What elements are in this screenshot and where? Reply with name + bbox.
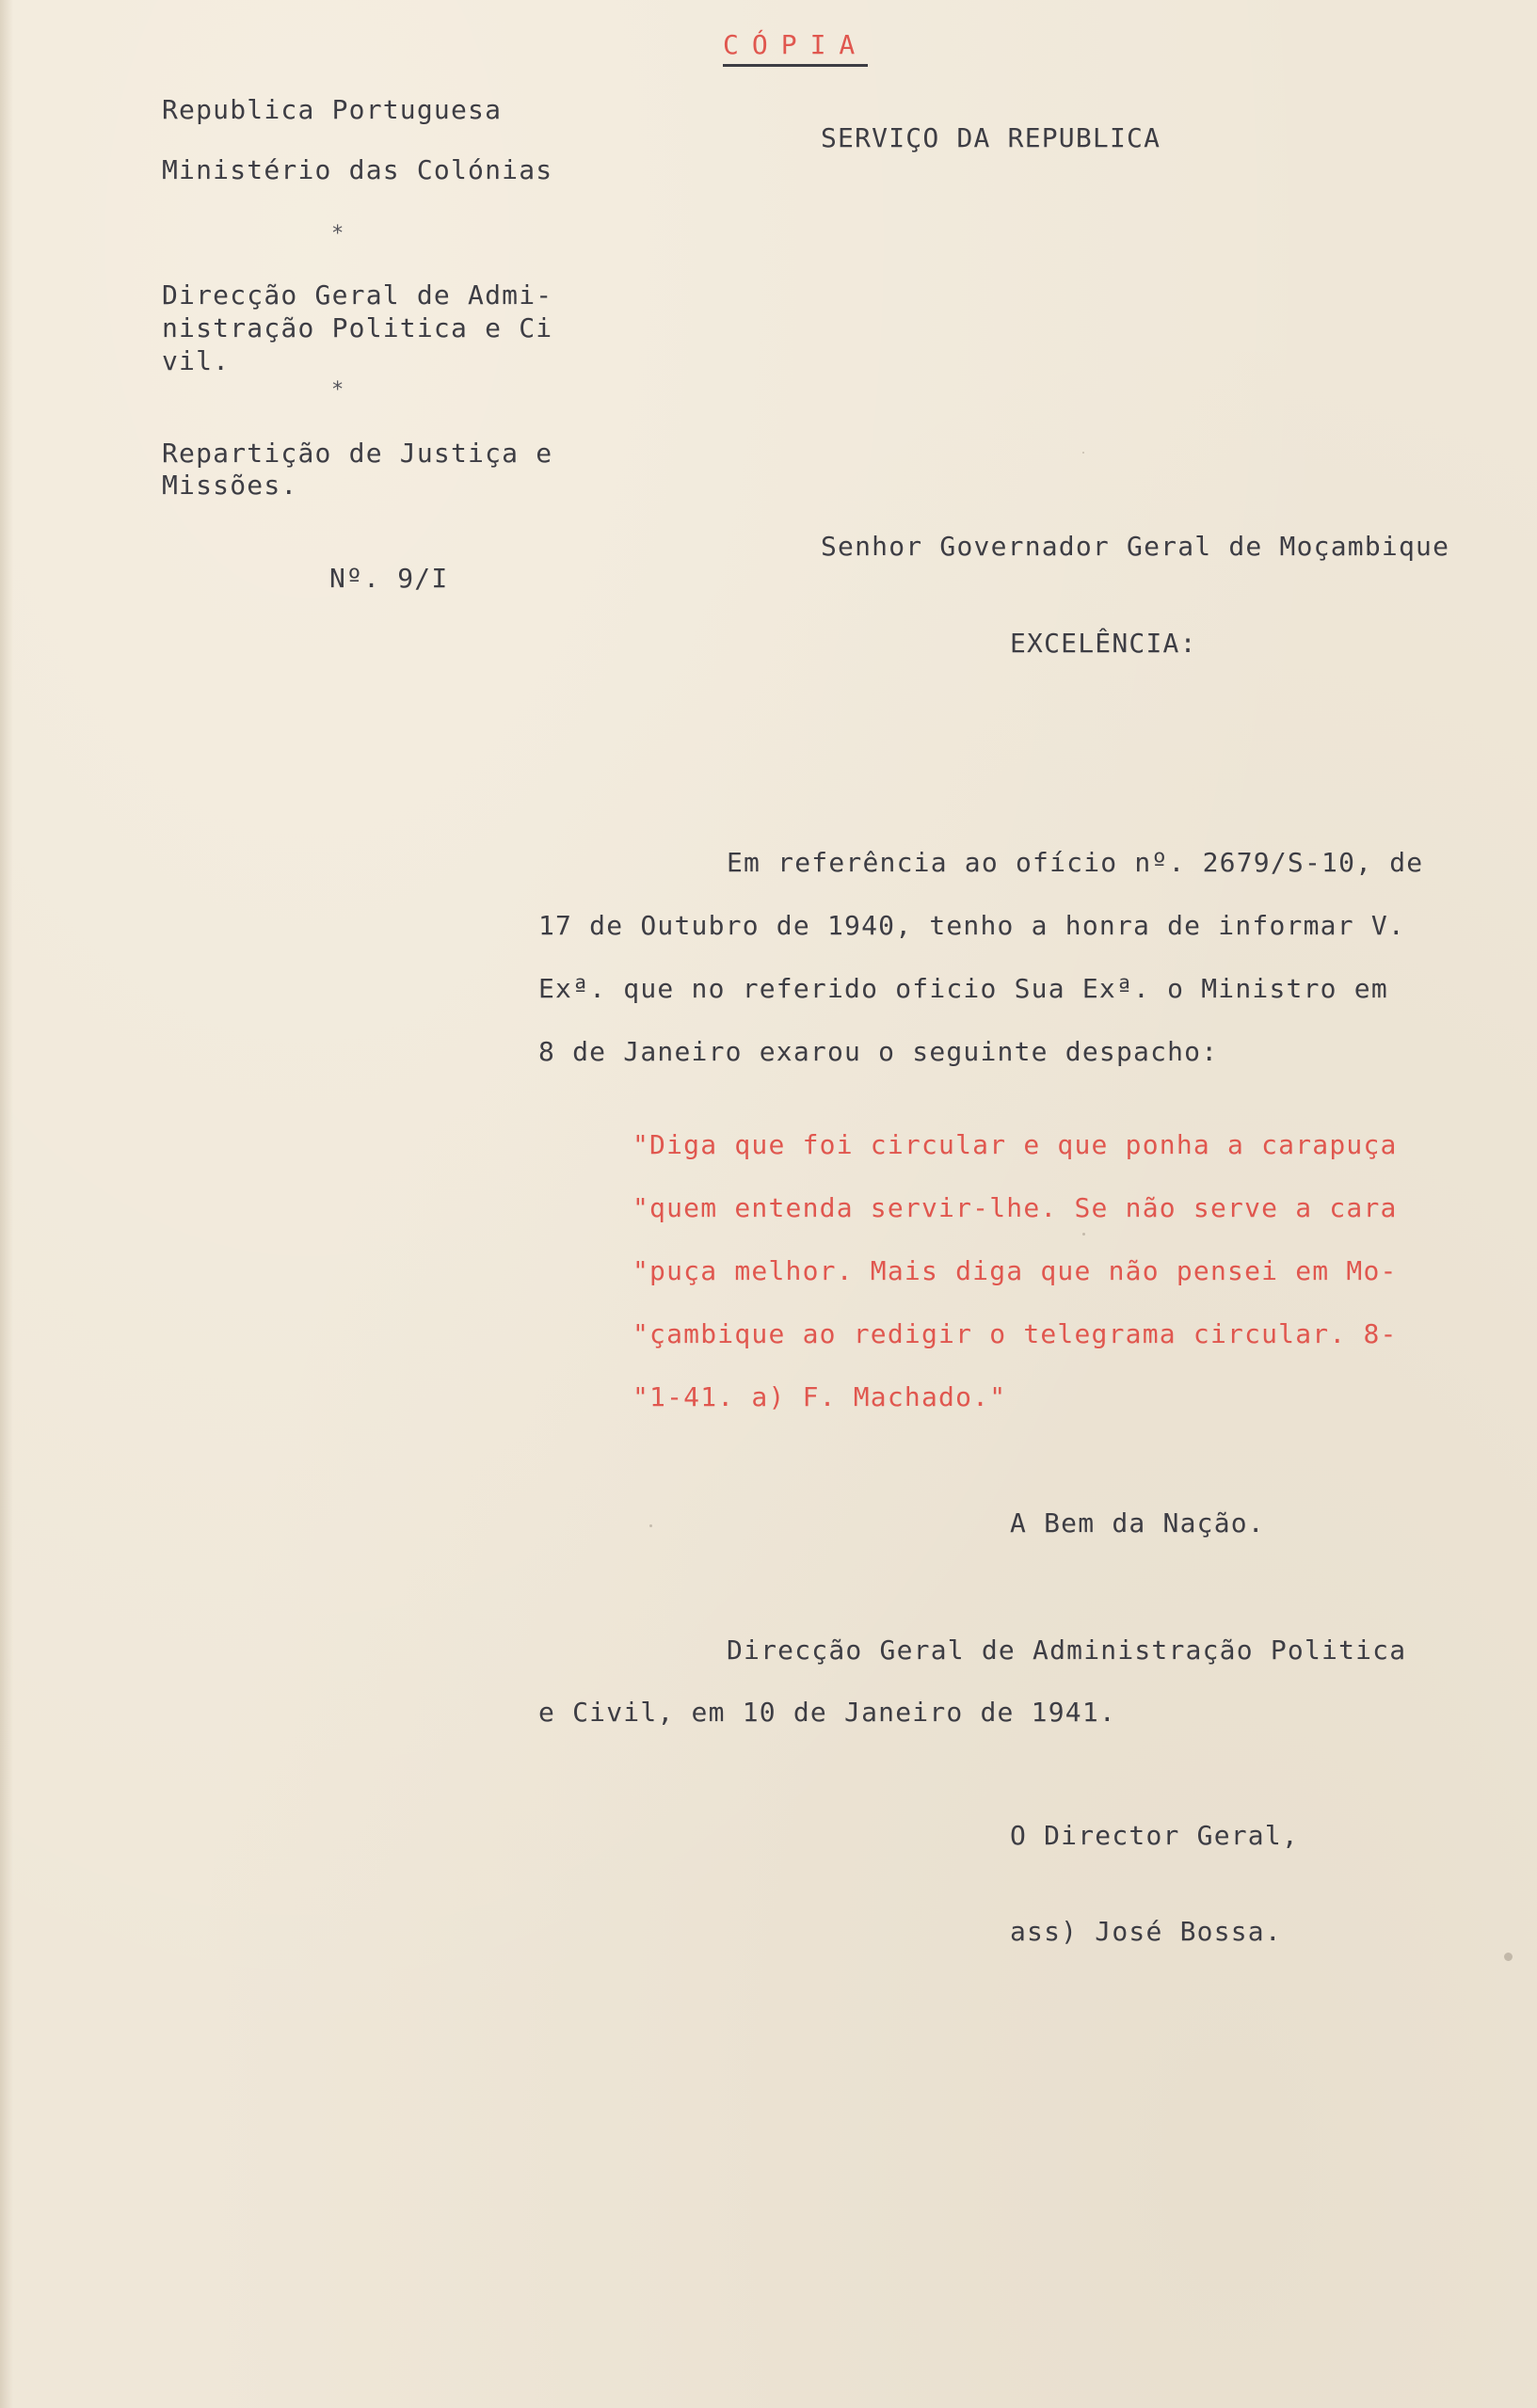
signatory-title: O Director Geral, xyxy=(1010,1820,1299,1851)
department-line-2: Missões. xyxy=(162,470,298,501)
sender-country: Republica Portuguesa xyxy=(162,94,503,125)
sender-ministry: Ministério das Colónias xyxy=(162,154,553,185)
quote-line-3: "puça melhor. Mais diga que não pensei em Mo- xyxy=(632,1255,1398,1286)
service-heading: SERVIÇO DA REPUBLICA xyxy=(821,122,1161,153)
separator-asterisk-2: * xyxy=(331,378,345,402)
quote-line-1: "Diga que foi circular e que ponha a carapuça xyxy=(632,1129,1398,1160)
directorate-line-2: nistração Politica e Ci xyxy=(162,312,553,343)
document-number: Nº. 9/I xyxy=(329,563,449,594)
quote-line-5: "1-41. a) F. Machado." xyxy=(632,1381,1007,1412)
directorate-line-1: Direcção Geral de Admi- xyxy=(162,279,553,311)
signatory-name: ass) José Bossa. xyxy=(1010,1916,1282,1947)
paper-speck xyxy=(1082,452,1084,454)
place-date-line-1: Direcção Geral de Administração Politica xyxy=(727,1635,1407,1666)
paper-speck xyxy=(649,1524,652,1527)
closing-formula: A Bem da Nação. xyxy=(1010,1507,1265,1539)
directorate-line-3: vil. xyxy=(162,345,231,376)
body-line-2: 17 de Outubro de 1940, tenho a honra de informar V. xyxy=(538,910,1405,941)
quote-line-2: "quem entenda servir-lhe. Se não serve a cara xyxy=(632,1192,1398,1223)
paper-speck xyxy=(1082,1233,1085,1236)
body-line-1: Em referência ao ofício nº. 2679/S-10, de xyxy=(727,847,1424,878)
paper-speck xyxy=(1504,1953,1513,1961)
place-date-line-2: e Civil, em 10 de Janeiro de 1941. xyxy=(538,1697,1116,1728)
copy-mark: CÓPIA xyxy=(723,32,868,67)
salutation: EXCELÊNCIA: xyxy=(1010,628,1197,659)
quote-line-4: "çambique ao redigir o telegrama circular. 8- xyxy=(632,1318,1398,1349)
separator-asterisk: * xyxy=(331,222,345,246)
recipient-line: Senhor Governador Geral de Moçambique xyxy=(821,531,1450,562)
department-line-1: Repartição de Justiça e xyxy=(162,438,553,469)
body-line-4: 8 de Janeiro exarou o seguinte despacho: xyxy=(538,1036,1219,1067)
body-line-3: Exª. que no referido oficio Sua Exª. o Ministro em xyxy=(538,973,1388,1004)
